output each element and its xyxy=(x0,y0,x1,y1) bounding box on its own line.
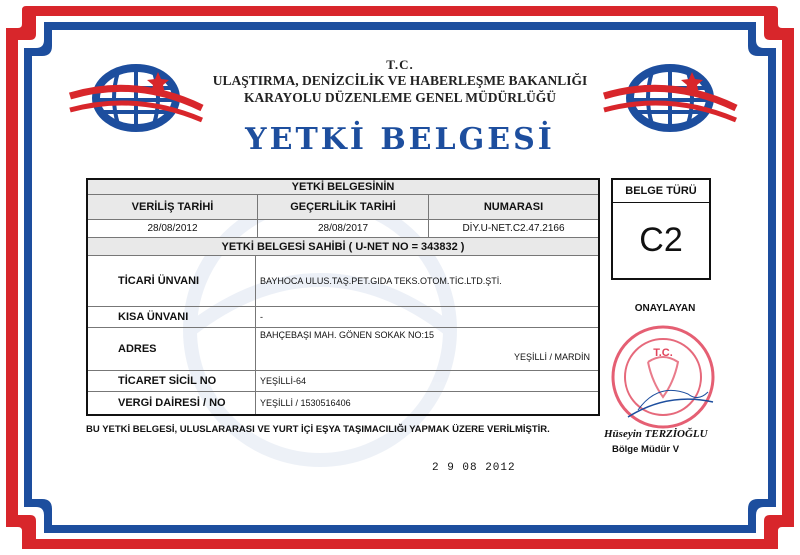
official-seal xyxy=(608,322,718,432)
value-tax-office: YEŞİLLİ / 1530516406 xyxy=(260,398,351,408)
column-issue-date: VERİLİŞ TARİHİ xyxy=(88,195,257,219)
footer-statement: BU YETKİ BELGESİ, ULUSLARARASI VE YURT İÇİ EŞYA TAŞIMACILIĞI YAPMAK ÜZERE VERİLMİŞTİR. xyxy=(86,424,550,435)
header-ministry: ULAŞTIRMA, DENİZCİLİK VE HABERLEŞME BAKANLIĞI xyxy=(212,73,588,88)
value-short-name: - xyxy=(260,312,263,322)
signer-name: Hüseyin TERZİOĞLU xyxy=(604,428,708,440)
validity-date-value: 28/08/2017 xyxy=(317,223,369,234)
value-address: BAHÇEBAŞI MAH. GÖNEN SOKAK NO:15 xyxy=(260,330,435,340)
value-trade-name: BAYHOCA ULUS.TAŞ.PET.GIDA TEKS.OTOM.TİC.LTD.ŞTİ. xyxy=(260,276,502,286)
owner-title: YETKİ BELGESİ SAHİBİ ( U-NET NO = 343832 ) xyxy=(88,238,598,255)
value-trade-registry: YEŞİLLİ-64 xyxy=(260,376,307,386)
column-number: NUMARASI xyxy=(429,195,598,219)
date-stamp: 2 9 08 2012 xyxy=(432,462,516,474)
number-value: DİY.U-NET.C2.47.2166 xyxy=(462,223,565,234)
label-short-name: KISA ÜNVANI xyxy=(118,311,189,323)
label-trade-registry: TİCARET SİCİL NO xyxy=(118,375,217,387)
belge-turu-value: C2 xyxy=(639,221,683,259)
column-validity-date: GEÇERLİLİK TARİHİ xyxy=(258,195,428,219)
value-address-city: YEŞİLLİ / MARDİN xyxy=(513,352,590,362)
header-directorate: KARAYOLU DÜZENLEME GENEL MÜDÜRLÜĞÜ xyxy=(244,90,556,105)
document-title: YETKİ BELGESİ xyxy=(245,122,555,157)
approver-label: ONAYLAYAN xyxy=(634,302,696,314)
label-trade-name: TİCARİ ÜNVANI xyxy=(118,275,200,287)
section-title: YETKİ BELGESİNİN xyxy=(88,180,598,194)
belge-turu-label: BELGE TÜRÜ xyxy=(625,185,697,197)
header-tc: T.C. xyxy=(386,57,414,72)
label-address: ADRES xyxy=(118,343,157,355)
seal-text: T.C. xyxy=(653,347,673,359)
issue-date-value: 28/08/2012 xyxy=(147,223,198,234)
label-tax-office: VERGİ DAİRESİ / NO xyxy=(118,397,226,409)
signer-title: Bölge Müdür V xyxy=(612,444,680,455)
